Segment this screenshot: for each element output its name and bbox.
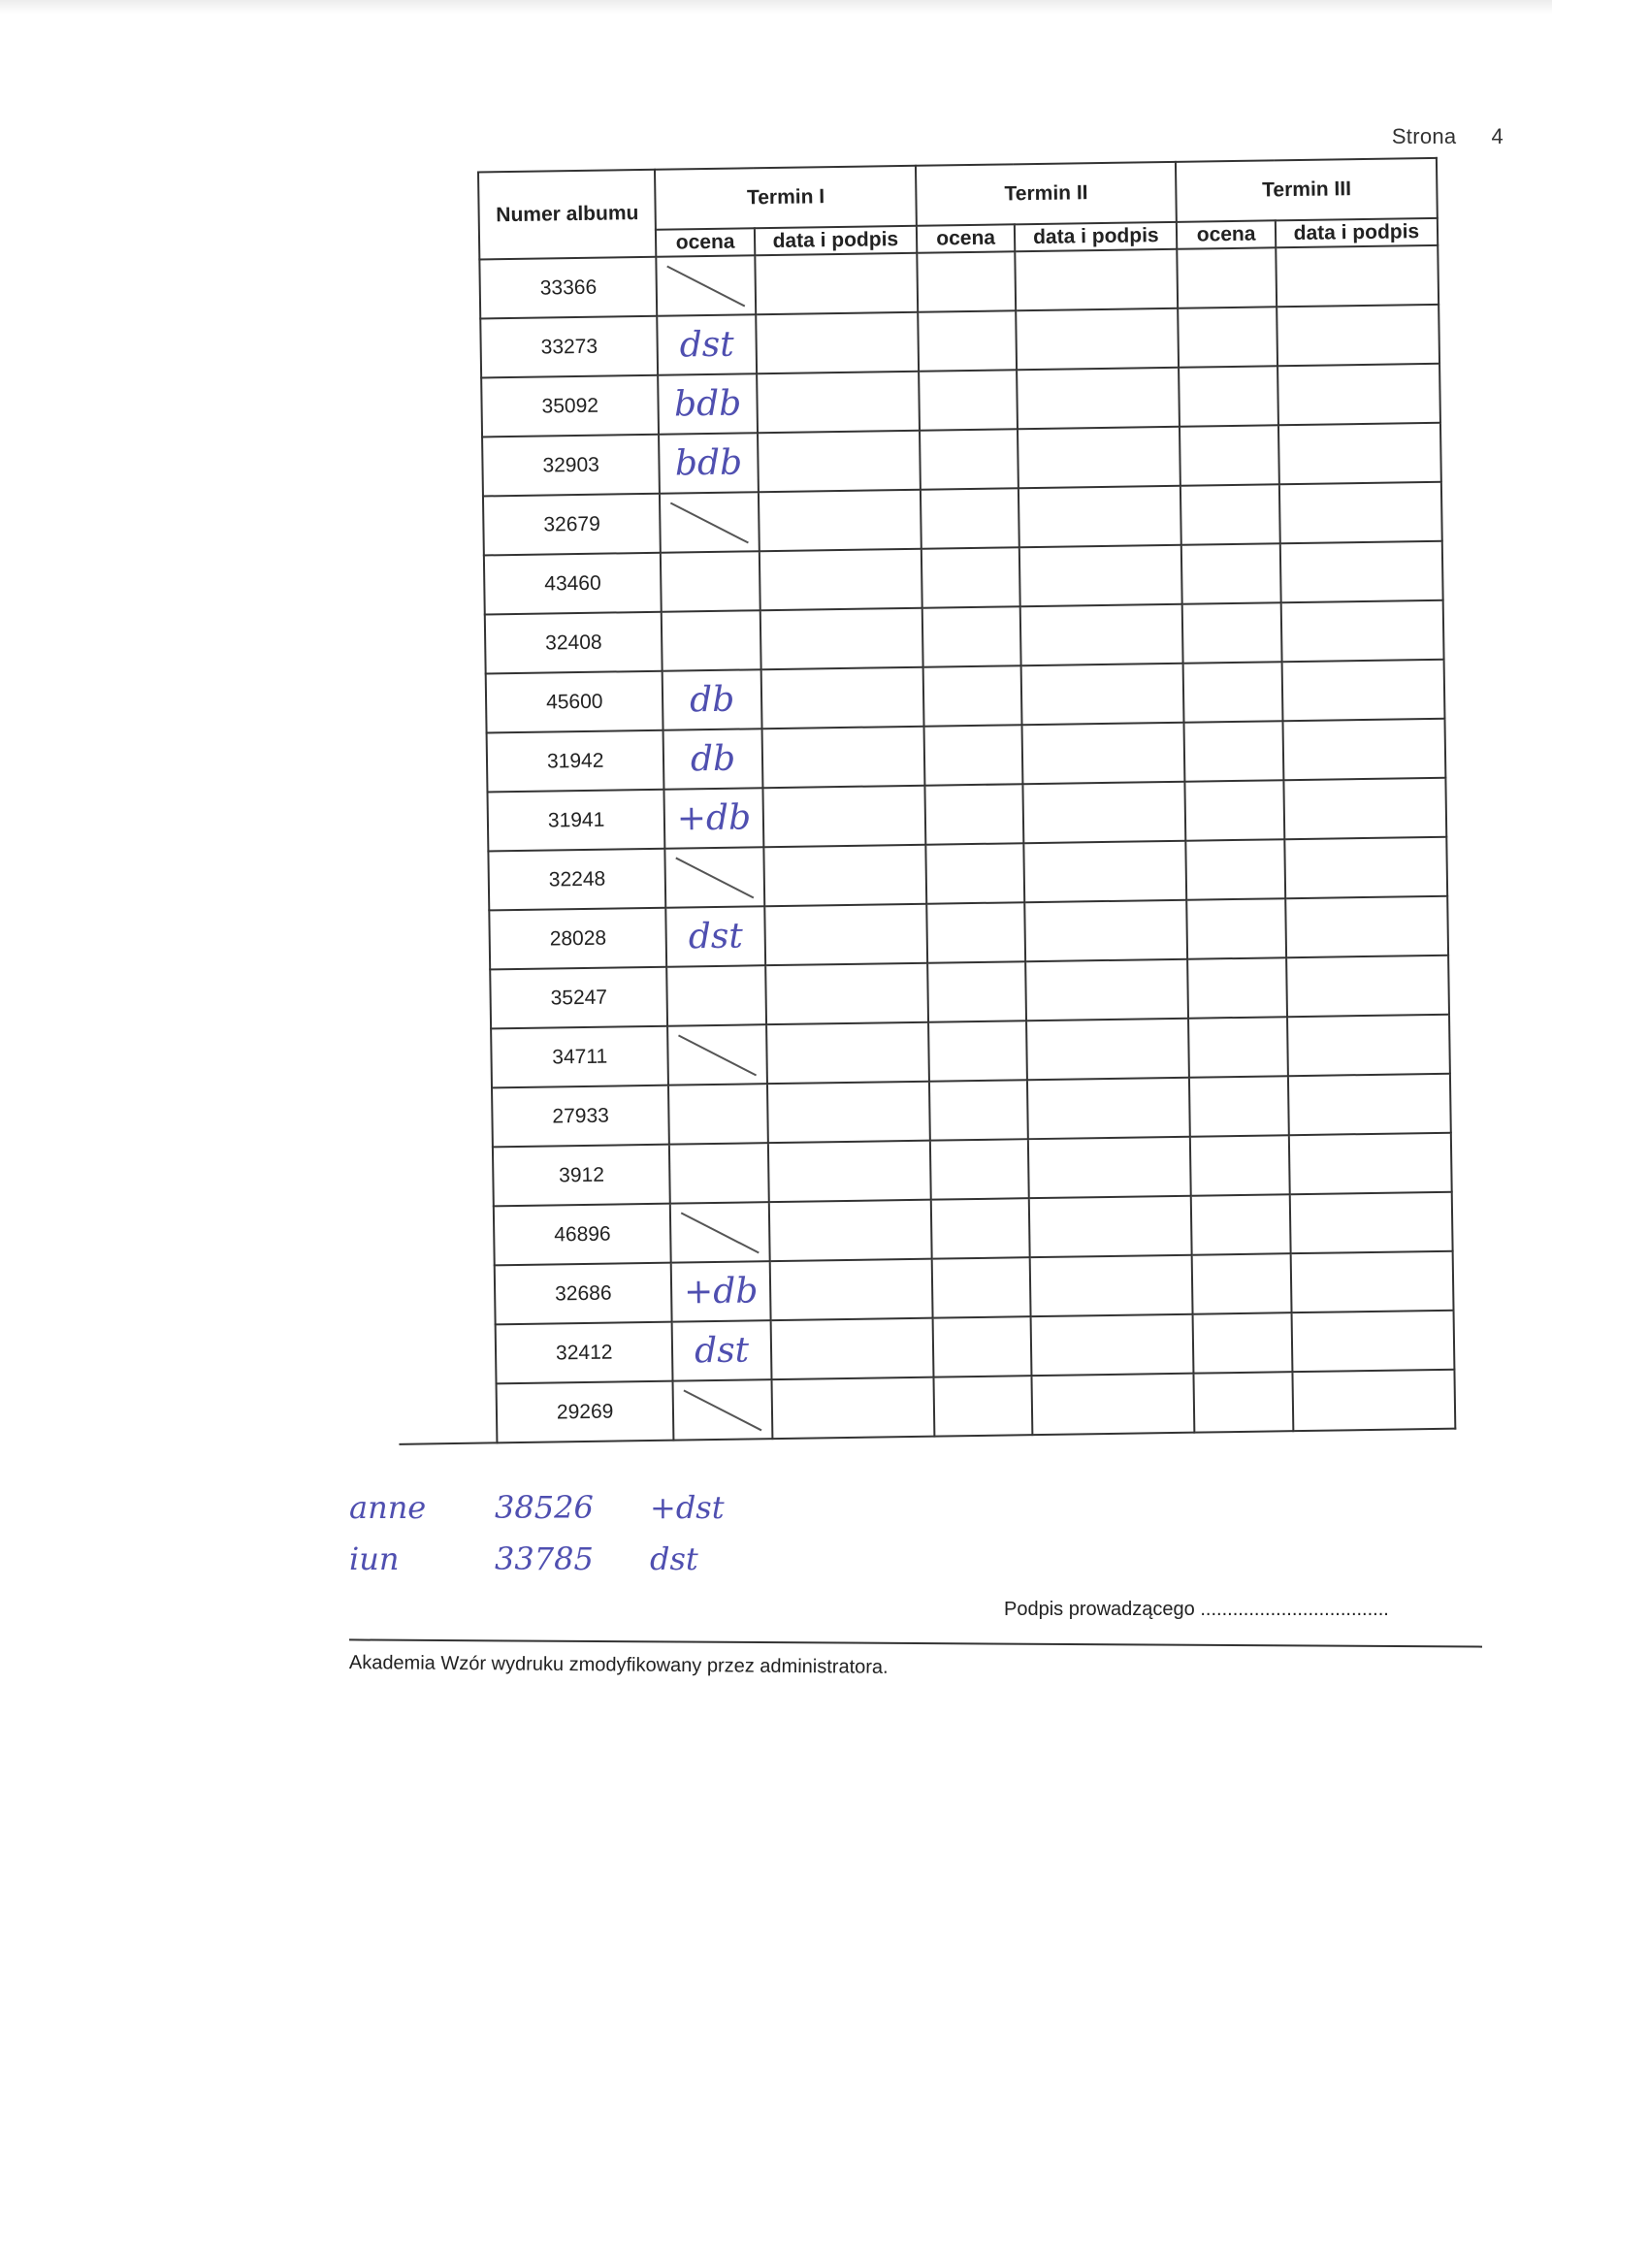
date-signature-cell [1283, 778, 1446, 839]
strike-mark [675, 857, 754, 898]
grade-cell [1191, 1194, 1290, 1254]
date-signature-cell [1286, 956, 1449, 1017]
grade-cell [918, 310, 1017, 371]
date-signature-cell [1025, 959, 1188, 1021]
grade-cell [920, 429, 1018, 489]
header-term-3: Termin III [1176, 158, 1437, 222]
grade-cell [660, 492, 759, 552]
handwritten-extra-row [349, 1540, 757, 1589]
handwritten-grade: dst [694, 1329, 750, 1371]
date-signature-cell [770, 1318, 933, 1379]
album-number-cell: 32903 [482, 435, 660, 497]
page-number-value: 4 [1491, 124, 1504, 148]
date-signature-cell [1017, 368, 1180, 429]
date-signature-cell [763, 845, 926, 906]
page-label: Strona [1391, 124, 1457, 148]
date-signature-cell [1028, 1137, 1191, 1198]
album-number-cell: 32248 [488, 849, 665, 911]
strike-mark [666, 265, 745, 307]
date-signature-cell [1016, 249, 1179, 310]
grade-cell [932, 1316, 1031, 1377]
grade-cell [667, 965, 766, 1025]
grade-cell [927, 961, 1026, 1021]
date-signature-cell [1285, 896, 1448, 957]
album-number-cell: 45600 [486, 671, 663, 733]
grade-cell [664, 788, 763, 848]
grade-cell [926, 902, 1025, 962]
handwritten-grade: db [690, 738, 736, 779]
date-signature-cell [1288, 1074, 1451, 1135]
date-signature-cell [1026, 1019, 1189, 1080]
grade-cell [930, 1139, 1029, 1199]
grade-cell [923, 725, 1022, 785]
album-number-cell: 43460 [484, 553, 662, 615]
grade-cell [1187, 898, 1286, 958]
date-signature-cell [757, 372, 920, 433]
strike-mark [684, 1389, 762, 1431]
grade-cell [1183, 662, 1282, 722]
handwritten-grade: bdb [674, 442, 743, 484]
date-signature-cell [771, 1377, 934, 1439]
date-signature-cell [1031, 1314, 1194, 1376]
grade-cell [1190, 1135, 1289, 1195]
date-signature-cell [1289, 1133, 1452, 1194]
album-number-cell: 32686 [495, 1263, 672, 1325]
subheader-ocena: ocena [1177, 220, 1276, 249]
grade-cell [933, 1376, 1032, 1436]
grade-cell [1188, 1017, 1287, 1077]
album-number-cell: 27933 [492, 1085, 669, 1148]
footer-text: Akademia Wzór wydruku zmodyfikowany przez administratora. [348, 1652, 889, 1678]
date-signature-cell [762, 786, 925, 847]
table-header [478, 158, 1438, 260]
subheader-ocena: ocena [917, 224, 1016, 253]
album-number-cell: 33366 [479, 257, 657, 319]
extra-name: anne [349, 1489, 427, 1526]
handwritten-grade: dst [688, 916, 744, 956]
album-number-cell: 32412 [496, 1322, 673, 1384]
date-signature-cell [1278, 423, 1441, 484]
date-signature-cell [761, 727, 924, 788]
date-signature-cell [759, 490, 922, 551]
date-signature-cell [1020, 604, 1183, 665]
date-signature-cell [1021, 664, 1184, 725]
grade-cell [1186, 839, 1285, 899]
extra-album: 33785 [495, 1540, 594, 1577]
extra-grade: +dst [650, 1489, 725, 1526]
grade-cell [1185, 780, 1284, 840]
date-signature-cell [767, 1082, 930, 1143]
extra-name: iun [349, 1540, 400, 1577]
page-number [1392, 124, 1504, 149]
grade-cell [669, 1143, 768, 1203]
grade-cell [1179, 307, 1277, 367]
sheet-table-wrap [380, 157, 1456, 1445]
grade-cell [921, 488, 1019, 548]
grade-cell [1178, 247, 1277, 308]
album-number-cell: 32408 [485, 612, 663, 674]
grade-cell [663, 729, 762, 789]
date-signature-cell [1287, 1015, 1450, 1076]
scan-edge [0, 0, 1552, 14]
header-album-number: Numer albumu [478, 170, 657, 260]
grade-cell [1182, 602, 1281, 663]
handwritten-grade: +db [683, 1270, 759, 1312]
date-signature-cell [760, 667, 923, 729]
header-term-2: Termin II [916, 162, 1177, 226]
date-signature-cell [1279, 482, 1442, 543]
grade-cell [917, 251, 1016, 311]
grade-cell [932, 1257, 1031, 1317]
grade-cell [665, 847, 764, 907]
handwritten-grade: dst [679, 324, 735, 365]
subheader-data: data i podpis [755, 226, 918, 255]
album-number-cell: 31941 [487, 790, 664, 852]
strike-mark [678, 1034, 757, 1076]
extra-album: 38526 [495, 1489, 594, 1526]
grade-cell [928, 1021, 1027, 1081]
album-number-cell: 46896 [494, 1204, 671, 1266]
date-signature-cell [768, 1141, 931, 1202]
date-signature-cell [1027, 1078, 1190, 1139]
grade-cell [662, 610, 760, 670]
date-signature-cell [1284, 837, 1447, 898]
grade-cell [1184, 721, 1283, 781]
table-body [479, 245, 1455, 1443]
album-number-cell: 35092 [481, 375, 659, 437]
date-signature-cell [1289, 1192, 1452, 1253]
album-number-cell: 29269 [497, 1381, 674, 1443]
grade-cell [1189, 1076, 1288, 1136]
date-signature-cell [1024, 841, 1187, 902]
album-number-cell: 32679 [483, 494, 661, 556]
date-signature-cell [1018, 486, 1181, 547]
date-signature-cell [1292, 1370, 1455, 1431]
subheader-data: data i podpis [1015, 222, 1178, 251]
grade-cell [922, 606, 1021, 666]
grade-cell [922, 547, 1020, 607]
margin-column [380, 172, 496, 1445]
grade-cell [1180, 425, 1278, 485]
strike-mark [670, 502, 749, 543]
handwritten-grade: +db [676, 796, 752, 839]
grade-cell [667, 1024, 766, 1085]
date-signature-cell [1029, 1196, 1192, 1257]
grade-cell [671, 1261, 770, 1321]
grade-cell [658, 314, 757, 374]
date-signature-cell [1016, 308, 1179, 370]
date-signature-cell [1276, 245, 1439, 307]
grade-cell [1188, 957, 1287, 1018]
date-signature-cell [1280, 541, 1443, 602]
grade-cell [1181, 543, 1280, 603]
date-signature-cell [1291, 1311, 1454, 1372]
grade-cell [923, 665, 1022, 726]
album-number-cell: 33273 [480, 316, 658, 378]
extra-grade: dst [650, 1540, 698, 1577]
date-signature-cell [764, 904, 927, 965]
date-signature-cell [1023, 782, 1186, 843]
grade-cell [657, 255, 756, 315]
grade-cell [673, 1379, 772, 1440]
grade-cell [924, 784, 1023, 844]
handwritten-grade: db [689, 679, 735, 720]
subheader-data: data i podpis [1276, 218, 1439, 247]
grade-cell [670, 1202, 769, 1262]
album-number-cell: 3912 [493, 1145, 670, 1207]
grade-cell [659, 433, 758, 493]
footer-divider [349, 1638, 1482, 1647]
date-signature-cell [1019, 545, 1182, 606]
grade-cell [1179, 366, 1277, 426]
date-signature-cell [1022, 723, 1185, 784]
strike-mark [681, 1212, 760, 1253]
date-signature-cell [756, 312, 919, 373]
date-signature-cell [1018, 427, 1180, 488]
grade-cell [1180, 484, 1279, 544]
date-signature-cell [1032, 1374, 1195, 1435]
date-signature-cell [758, 431, 921, 492]
date-signature-cell [1277, 305, 1439, 366]
handwritten-extra-row [349, 1489, 757, 1538]
grade-cell [931, 1198, 1030, 1258]
date-signature-cell [1282, 719, 1445, 780]
date-signature-cell [755, 253, 918, 314]
grade-cell [661, 551, 760, 611]
grade-sheet [380, 157, 1456, 1445]
grade-cell [672, 1320, 771, 1380]
grade-cell [668, 1084, 767, 1144]
date-signature-cell [766, 1022, 929, 1084]
grade-cell [1193, 1312, 1292, 1373]
subheader-ocena: ocena [656, 228, 755, 257]
grade-cell [929, 1080, 1028, 1140]
album-number-cell: 34711 [491, 1026, 668, 1088]
album-number-cell: 35247 [490, 967, 667, 1029]
handwritten-grade: bdb [673, 383, 742, 425]
date-signature-cell [1024, 900, 1187, 961]
date-signature-cell [1277, 364, 1440, 425]
album-number-cell: 28028 [489, 908, 666, 970]
grade-cell [666, 906, 765, 966]
grade-cell [659, 373, 758, 434]
date-signature-cell [1281, 660, 1444, 721]
grade-cell [1194, 1372, 1293, 1432]
grade-cell [919, 370, 1018, 430]
header-term-1: Termin I [655, 166, 916, 230]
grade-cell [663, 669, 761, 729]
signature-label: Podpis prowadzącego ................................... [1004, 1599, 1389, 1620]
date-signature-cell [765, 963, 928, 1024]
date-signature-cell [1030, 1255, 1193, 1316]
album-number-cell: 31942 [487, 730, 664, 793]
date-signature-cell [1280, 600, 1443, 662]
date-signature-cell [760, 608, 922, 669]
date-signature-cell [1290, 1251, 1453, 1312]
date-signature-cell [769, 1259, 932, 1320]
grade-cell [1192, 1253, 1291, 1313]
grades-table [477, 157, 1456, 1444]
grade-cell [925, 843, 1024, 903]
date-signature-cell [769, 1200, 932, 1261]
date-signature-cell [760, 549, 922, 610]
